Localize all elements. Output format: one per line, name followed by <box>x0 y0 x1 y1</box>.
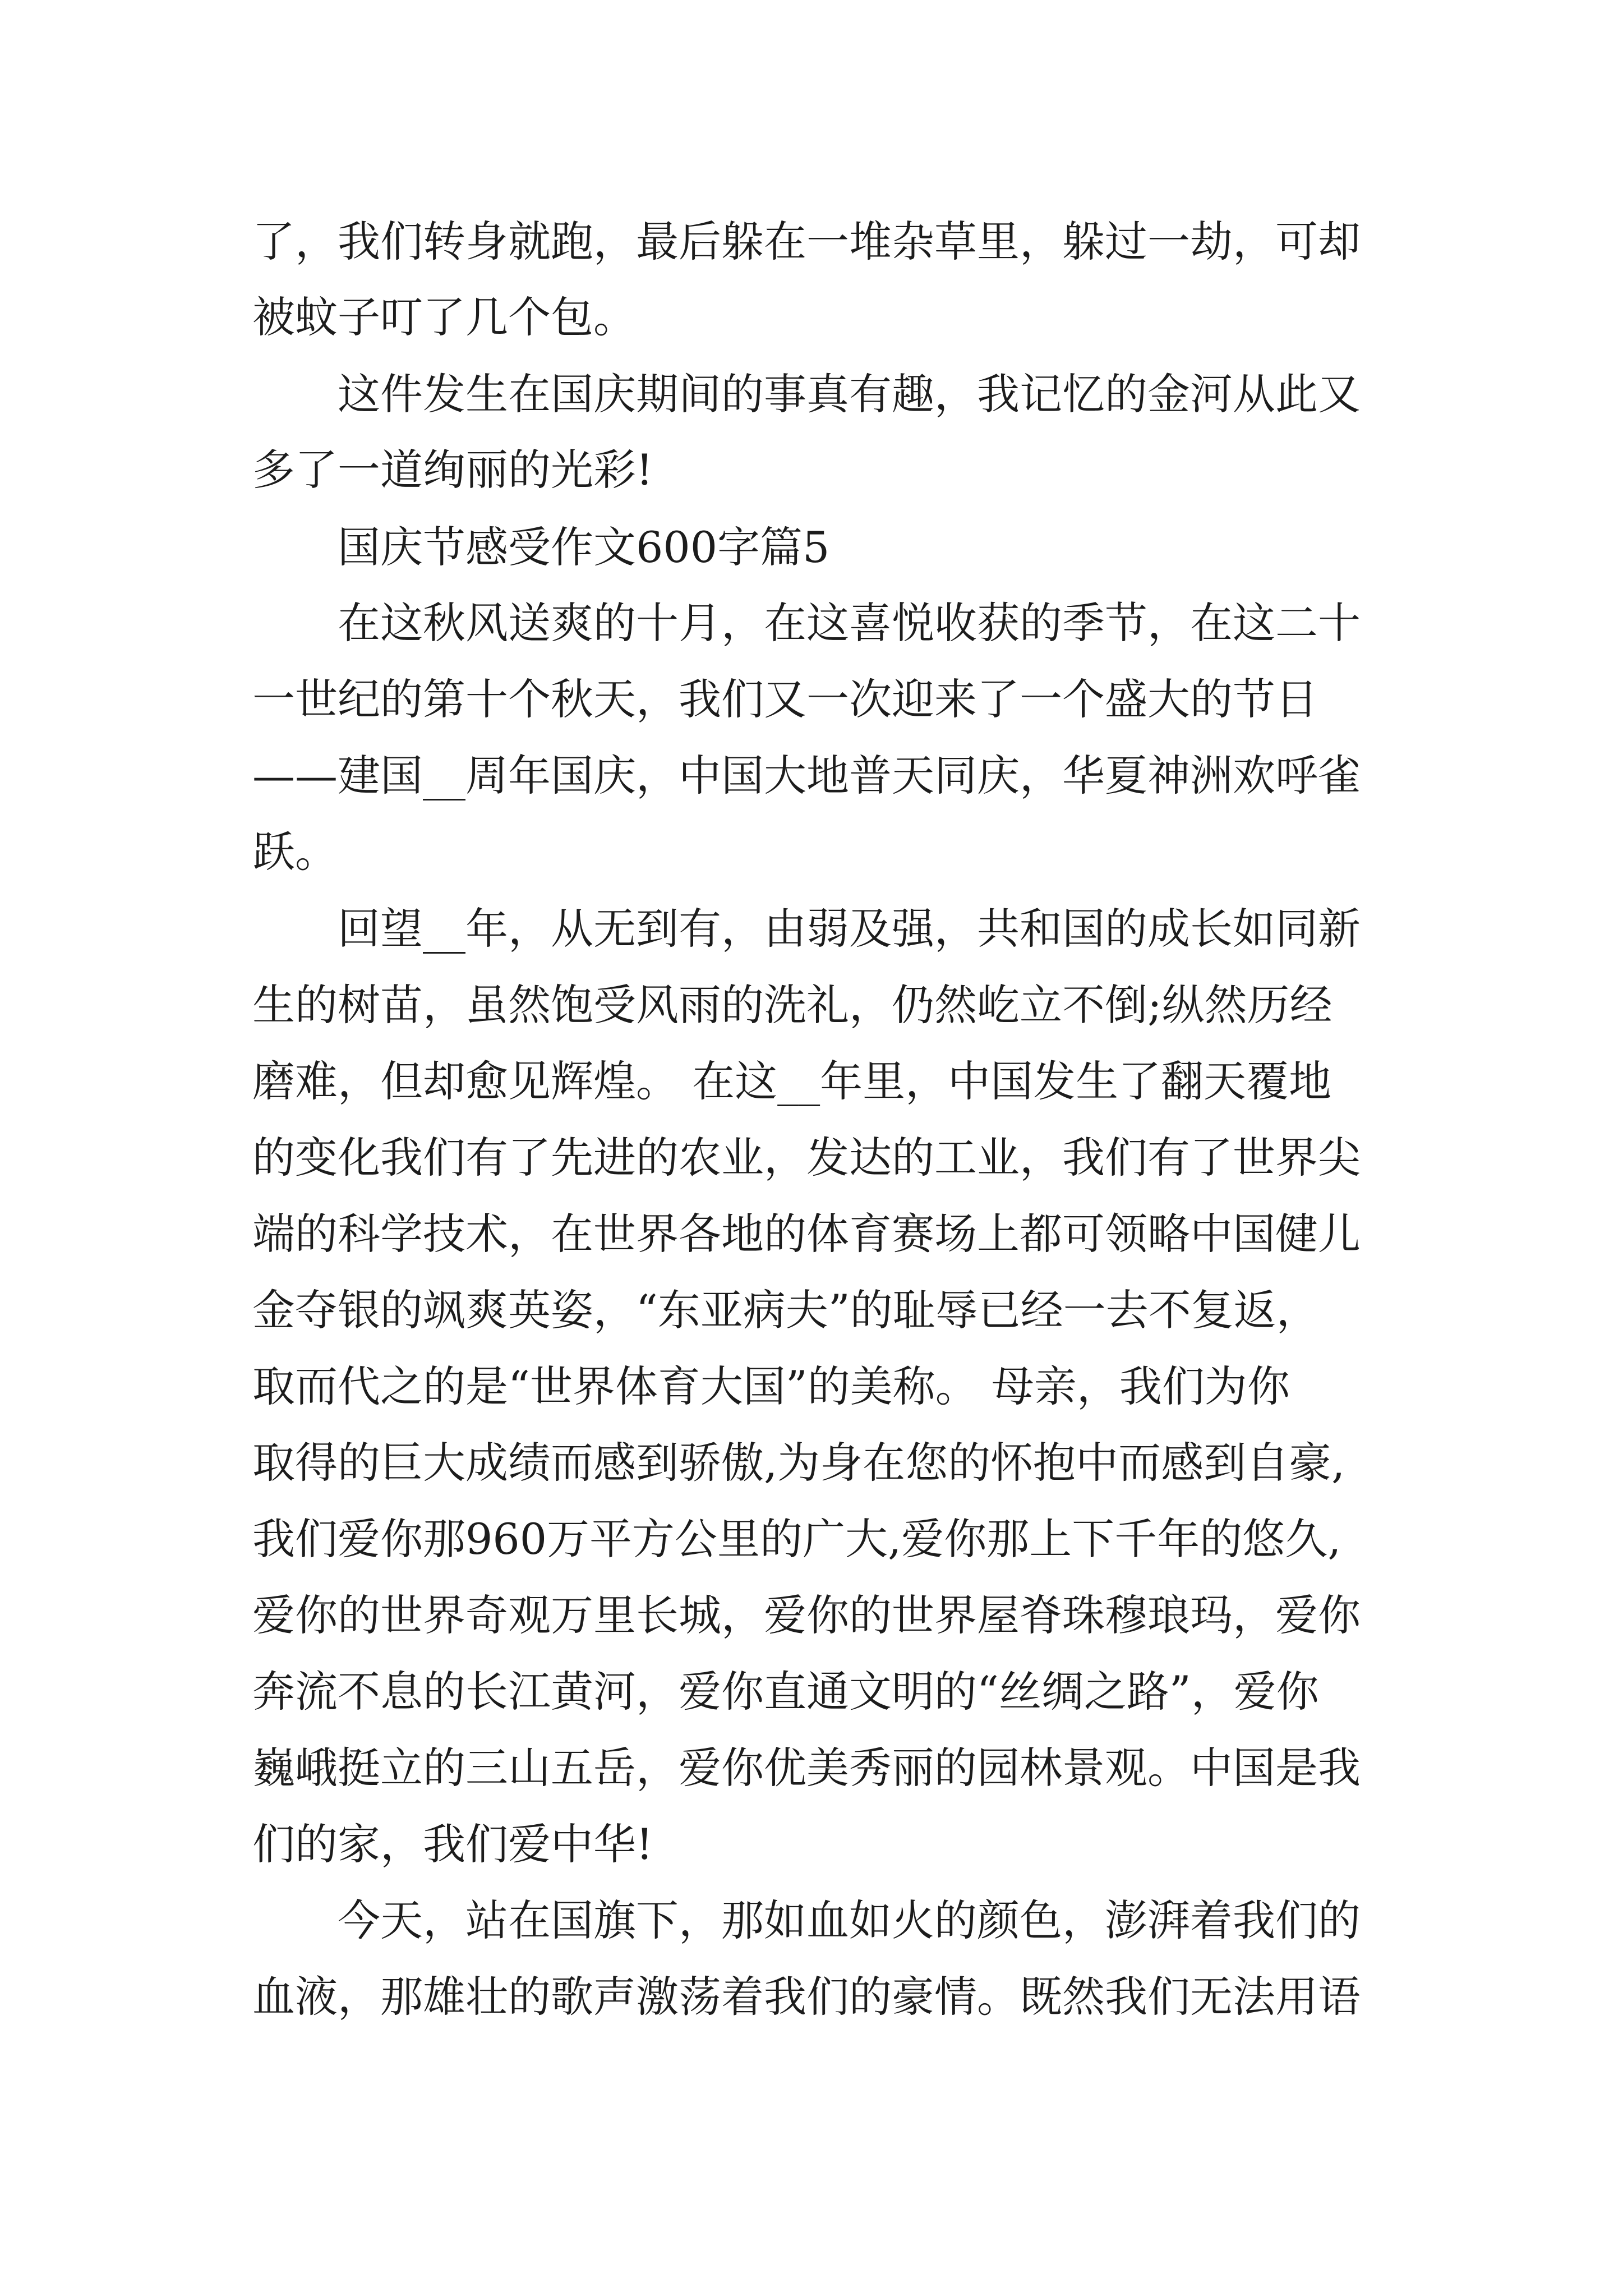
text-line: 巍峨挺立的三山五岳，爱你优美秀丽的园林景观。中国是我 <box>252 1743 1361 1793</box>
text-line: 在这秋风送爽的十月，在这喜悦收获的季节，在这二十 <box>338 598 1361 648</box>
text-line: 一世纪的第十个秋天，我们又一次迎来了一个盛大的节日 <box>252 674 1318 724</box>
text-line: 血液，那雄壮的歌声激荡着我们的豪情。既然我们无法用语 <box>252 1972 1361 2022</box>
text-line: 奔流不息的长江黄河，爱你直通文明的“丝绸之路”，爱你 <box>252 1667 1319 1717</box>
section-heading: 国庆节感受作文600字篇5 <box>338 522 830 572</box>
text-line: 这件发生在国庆期间的事真有趣，我记忆的金河从此又 <box>338 369 1361 419</box>
text-line: 们的家，我们爱中华! <box>252 1819 653 1869</box>
text-line: 爱你的世界奇观万里长城，爱你的世界屋脊珠穆琅玛，爱你 <box>252 1590 1361 1640</box>
text-line: 今天，站在国旗下，那如血如火的颜色，澎湃着我们的 <box>338 1895 1361 1945</box>
text-line: 我们爱你那960万平方公里的广大,爱你那上下千年的悠久, <box>252 1514 1341 1564</box>
text-line: 被蚊子叮了几个包。 <box>252 292 636 342</box>
text-line: 回望__年，从无到有，由弱及强，共和国的成长如同新 <box>338 904 1361 954</box>
text-line: 多了一道绚丽的光彩! <box>252 445 653 495</box>
text-line: 生的树苗，虽然饱受风雨的洗礼，仍然屹立不倒;纵然历经 <box>252 980 1332 1030</box>
text-line: 跃。 <box>252 827 338 877</box>
text-line: ——建国__周年国庆，中国大地普天同庆，华夏神洲欢呼雀 <box>252 751 1361 800</box>
text-line: 金夺银的飒爽英姿，“东亚病夫”的耻辱已经一去不复返， <box>252 1285 1319 1335</box>
text-line: 端的科学技术，在世界各地的体育赛场上都可领略中国健儿 <box>252 1209 1361 1259</box>
text-line: 磨难，但却愈见辉煌。 在这__年里，中国发生了翻天覆地 <box>252 1056 1332 1106</box>
text-line: 的变化我们有了先进的农业，发达的工业，我们有了世界尖 <box>252 1133 1361 1182</box>
text-line: 了，我们转身就跑，最后躲在一堆杂草里，躲过一劫，可却 <box>252 217 1361 266</box>
text-line: 取得的巨大成绩而感到骄傲,为身在您的怀抱中而感到自豪, <box>252 1438 1345 1488</box>
text-line: 取而代之的是“世界体育大国”的美称。 母亲，我们为你 <box>252 1361 1290 1411</box>
